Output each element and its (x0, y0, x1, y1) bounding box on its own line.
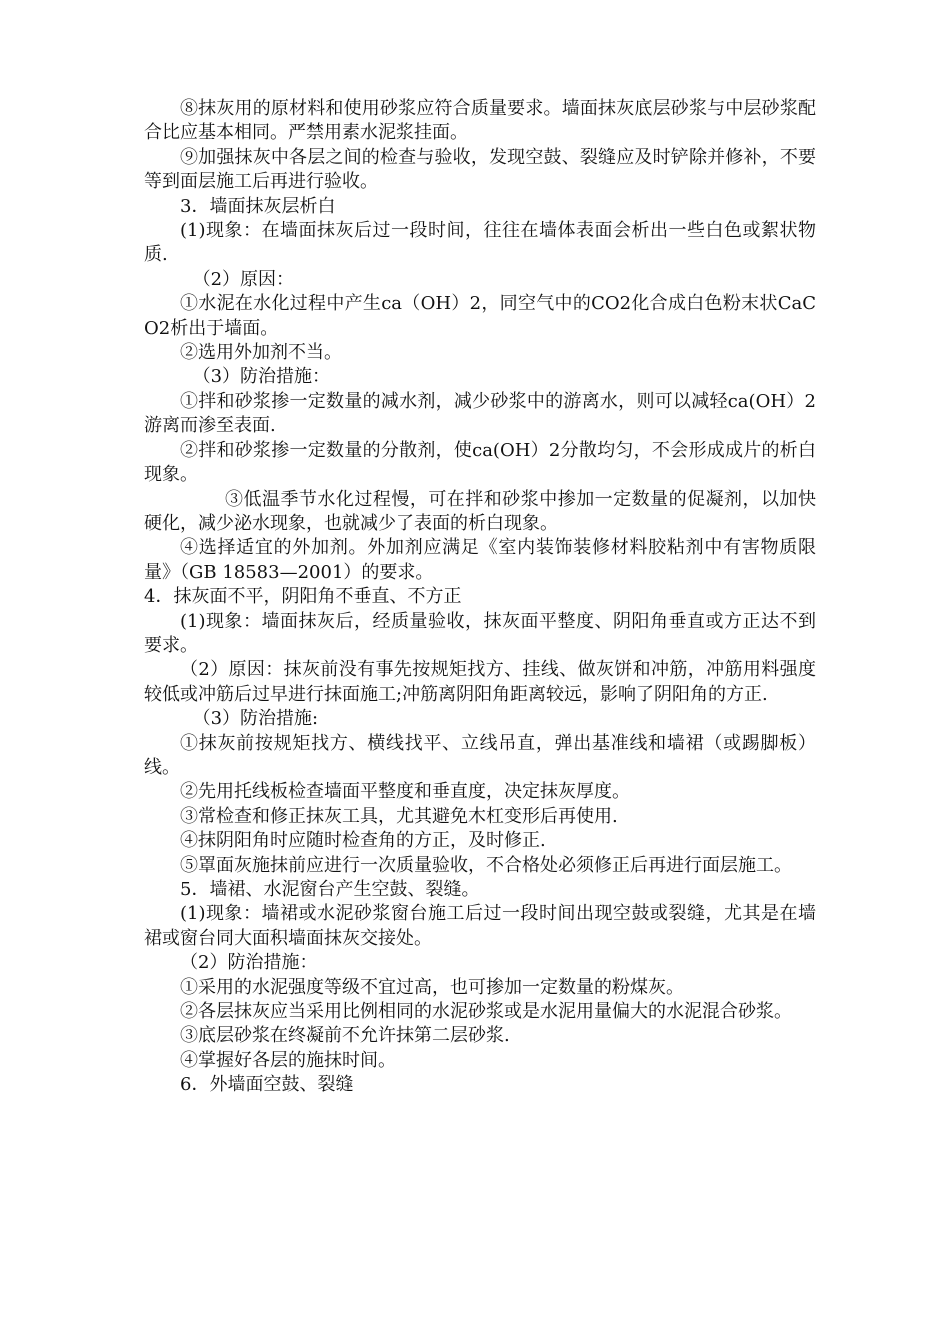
subheading: （3）防治措施： (192, 366, 331, 388)
paragraph: ④掌握好各层的施抹时间。 (180, 1049, 396, 1071)
paragraph: ②选用外加剂不当。 (180, 342, 342, 364)
paragraph: (1)现象：在墙面抹灰后过一段时间，往往在墙体表面会析出一些白色或絮状物质. (144, 220, 816, 266)
subheading: （2）原因： (192, 268, 295, 290)
paragraph: ③低温季节水化过程慢，可在拌和砂浆中掺加一定数量的促凝剂，以加快硬化，减少泌水现象，也就减少了表面的析白现象。 (144, 488, 816, 534)
section-heading: 4．抹灰面不平，阴阳角不垂直、不方正 (144, 586, 462, 608)
paragraph: ②各层抹灰应当采用比例相同的水泥砂浆或是水泥用量偏大的水泥混合砂浆。 (180, 1001, 792, 1023)
paragraph: ①抹灰前按规矩找方、横线找平、立线吊直，弹出基准线和墙裙（或踢脚板）线。 (144, 732, 816, 778)
paragraph: ①水泥在水化过程中产生ca（OH）2，同空气中的CO2化合成白色粉末状CaCO2析出于墙面。 (144, 293, 816, 339)
paragraph: ③底层砂浆在终凝前不允许抹第二层砂浆. (180, 1025, 510, 1047)
paragraph: ①采用的水泥强度等级不宜过高，也可掺加一定数量的粉煤灰。 (180, 976, 684, 998)
paragraph: ③常检查和修正抹灰工具，尤其避免木杠变形后再使用. (180, 805, 618, 827)
section-heading: 6．外墙面空鼓、裂缝 (180, 1074, 354, 1096)
document-body (144, 97, 816, 1098)
paragraph: ⑨加强抹灰中各层之间的检查与验收，发现空鼓、裂缝应及时铲除并修补，不要等到面层施工后再进行验收。 (144, 146, 816, 193)
paragraph: ①拌和砂浆掺一定数量的减水剂，减少砂浆中的游离水，则可以减轻ca(OH）2游离而渗至表面. (144, 390, 816, 437)
paragraph: （2）原因：抹灰前没有事先按规矩找方、挂线、做灰饼和冲筋，冲筋用料强度较低或冲筋后过早进行抹面施工;冲筋离阴阳角距离较远，影响了阴阳角的方正. (144, 659, 816, 705)
subheading: （3）防治措施: (192, 708, 319, 730)
section-heading: 3．墙面抹灰层析白 (180, 195, 336, 217)
paragraph: ②先用托线板检查墙面平整度和垂直度，决定抹灰厚度。 (180, 781, 630, 803)
subheading: （2）防治措施： (180, 952, 318, 974)
paragraph: ⑤罩面灰施抹前应进行一次质量验收，不合格处必须修正后再进行面层施工。 (180, 854, 792, 876)
paragraph: ⑧抹灰用的原材料和使用砂浆应符合质量要求。墙面抹灰底层砂浆与中层砂浆配合比应基本相同。严禁用素水泥浆挂面。 (144, 98, 816, 144)
paragraph: ②拌和砂浆掺一定数量的分散剂，使ca(OH）2分散均匀，不会形成成片的析白现象。 (144, 439, 816, 486)
paragraph: (1)现象：墙面抹灰后，经质量验收，抹灰面平整度、阴阳角垂直或方正达不到要求。 (144, 610, 816, 656)
section-heading: 5．墙裙、水泥窗台产生空鼓、裂缝。 (180, 879, 480, 900)
paragraph: ④选择适宜的外加剂。外加剂应满足《室内装饰装修材料胶粘剂中有害物质限量》（GB 18583—2001）的要求。 (144, 537, 816, 583)
paragraph: (1)现象：墙裙或水泥砂浆窗台施工后过一段时间出现空鼓或裂缝，尤其是在墙裙或窗台同大面积墙面抹灰交接处。 (144, 903, 816, 949)
paragraph: ④抹阴阳角时应随时检查角的方正，及时修正. (180, 830, 546, 852)
